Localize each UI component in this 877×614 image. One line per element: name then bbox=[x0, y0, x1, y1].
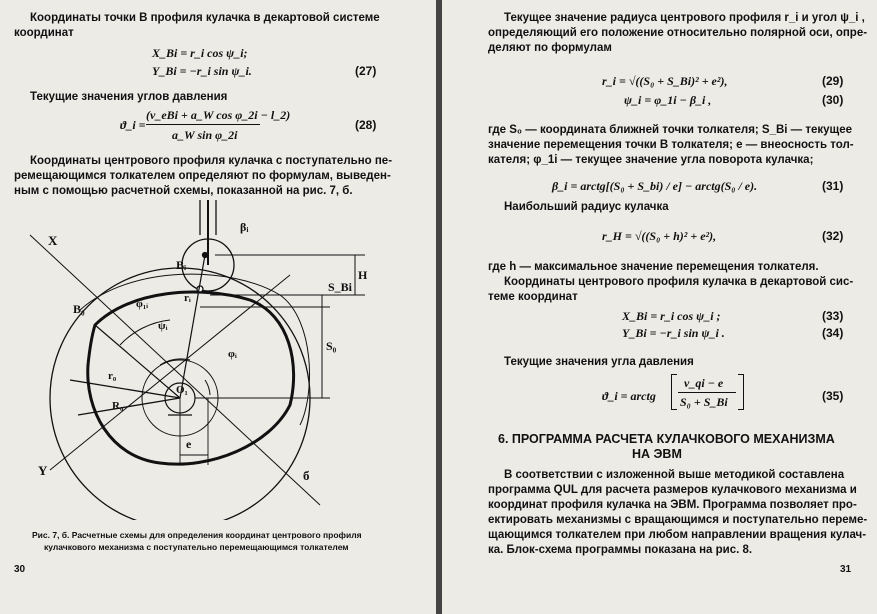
paragraph-line: Наибольший радиус кулачка bbox=[504, 201, 669, 213]
paragraph-line: В соответствии с изложенной выше методикой составлена bbox=[504, 469, 845, 481]
paragraph-line: щающимся толкателем при любом направлении вращения кулач- bbox=[488, 529, 867, 541]
right-page bbox=[442, 0, 877, 614]
equation-27a: X_Bi = r_i cos ψ_i; bbox=[152, 46, 248, 60]
bracket-left bbox=[671, 374, 677, 410]
figure-caption-line: кулачкового механизма с поступательно перемещающимся толкателем bbox=[44, 542, 349, 552]
label-H: H bbox=[358, 268, 368, 282]
section-heading: 6. ПРОГРАММА РАСЧЕТА КУЛАЧКОВОГО МЕХАНИЗМА bbox=[498, 432, 835, 446]
equation-number: (31) bbox=[822, 179, 844, 193]
equation-number: (29) bbox=[822, 74, 844, 88]
radius-ri bbox=[180, 255, 205, 398]
label-psi: ψᵢ bbox=[158, 320, 168, 332]
equation-number: (35) bbox=[822, 389, 844, 403]
equation-number: (28) bbox=[355, 118, 377, 132]
paragraph-line: Координаты центрового профиля кулачка с поступательно пе- bbox=[30, 155, 393, 167]
paragraph-line: кателя; φ_1i — текущее значение угла поворота кулачка; bbox=[488, 154, 814, 166]
paragraph-line: Координаты центрового профиля кулачка в декартовой сис- bbox=[504, 276, 854, 288]
fraction-bar bbox=[146, 124, 260, 125]
label-S0: S₀ bbox=[326, 339, 337, 353]
label-ri: rᵢ bbox=[184, 292, 191, 304]
paragraph-line: Текущее значение радиуса центрового профиля r_i и угол ψ_i , bbox=[504, 12, 865, 24]
page-number: 30 bbox=[14, 564, 26, 575]
label-B0: B₀ bbox=[73, 302, 85, 316]
page-number: 31 bbox=[840, 564, 852, 575]
equation-28-lhs: ϑ_i = bbox=[120, 118, 146, 132]
paragraph-line: теме координат bbox=[488, 291, 578, 303]
paragraph-line: ектировать механизмы с вращающимся и поступательно переме- bbox=[488, 514, 868, 526]
equation-35-lhs: ϑ_i = arctg bbox=[602, 389, 656, 403]
equation-number: (32) bbox=[822, 229, 844, 243]
label-phi: φᵢ bbox=[228, 348, 237, 360]
equation-32: r_H = √((S₀ + h)² + e²), bbox=[602, 229, 717, 243]
equation-number: (27) bbox=[355, 64, 377, 78]
paragraph-line: ка. Блок-схема программы показана на рис. 8. bbox=[488, 544, 753, 556]
equation-28-numerator: (v_eBi + a_W cos φ_2i − l_2) bbox=[146, 108, 291, 122]
equation-27b: Y_Bi = −r_i sin ψ_i. bbox=[152, 64, 252, 78]
equation-30: ψ_i = φ_1i − β_i , bbox=[624, 93, 712, 107]
paragraph-line: где h — максимальное значение перемещения толкателя. bbox=[488, 261, 819, 273]
equation-28-denominator: a_W sin φ_2i bbox=[172, 128, 238, 142]
equation-number: (33) bbox=[822, 309, 844, 323]
angle-arc bbox=[205, 380, 210, 395]
paragraph-line: где S₀ — координата ближней точки толкателя; S_Bi — текущее bbox=[488, 124, 853, 136]
label-beta: βᵢ bbox=[240, 220, 249, 234]
label-Bi: Bᵢ bbox=[176, 258, 187, 272]
label-O1: O₁ bbox=[176, 384, 188, 396]
fraction-bar bbox=[678, 392, 736, 393]
equation-33: X_Bi = r_i cos ψ_i ; bbox=[622, 309, 721, 323]
equation-31: β_i = arctg[(S₀ + S_bi) / e] − arctg(S₀ / e). bbox=[552, 179, 758, 193]
paragraph-line: определяющий его положение относительно полярной оси, опре- bbox=[488, 27, 868, 39]
paragraph-line: ным с помощью расчетной схемы, показанной на рис. 7, б. bbox=[14, 185, 353, 197]
equation-number: (30) bbox=[822, 93, 844, 107]
paragraph-line: программа QUL для расчета размеров кулачкового механизма и bbox=[488, 484, 857, 496]
label-SBi: S_Bi bbox=[328, 280, 353, 294]
paragraph-line: деляют по формулам bbox=[488, 42, 612, 54]
paragraph-line: координат профиля кулачка на ЭВМ. Программа позволяет про- bbox=[488, 499, 857, 511]
radius-r0 bbox=[70, 380, 180, 398]
paragraph-line: Координаты точки B профиля кулачка в декартовой системе bbox=[30, 12, 380, 24]
equation-35-numerator: v_qi − e bbox=[684, 376, 724, 390]
label-b: б bbox=[303, 468, 310, 483]
equation-29: r_i = √((S₀ + S_Bi)² + e²), bbox=[602, 74, 728, 88]
equation-34: Y_Bi = −r_i sin ψ_i . bbox=[622, 326, 725, 340]
label-R0: R₀ bbox=[112, 400, 124, 412]
label-r0: r₀ bbox=[108, 370, 117, 382]
label-X: X bbox=[48, 233, 58, 248]
figure-caption-line: Рис. 7, б. Расчетные схемы для определения координат центрового профиля bbox=[32, 530, 362, 540]
cam-mechanism-diagram bbox=[0, 195, 436, 520]
section-heading: НА ЭВМ bbox=[632, 447, 682, 461]
paragraph-line: ремещающимся толкателем определяют по формулам, выведен- bbox=[14, 170, 391, 182]
label-e: e bbox=[186, 437, 192, 451]
equation-35-denominator: S₀ + S_Bi bbox=[680, 395, 728, 409]
label-phi1i: φ₁ᵢ bbox=[136, 298, 149, 310]
paragraph-line: Текущие значения угла давления bbox=[504, 356, 694, 368]
paragraph-line: Текущие значения углов давления bbox=[30, 91, 228, 103]
paragraph-line: координат bbox=[14, 27, 74, 39]
bracket-right bbox=[738, 374, 744, 410]
left-page bbox=[0, 0, 436, 614]
equation-number: (34) bbox=[822, 326, 844, 340]
label-Y: Y bbox=[38, 463, 48, 478]
paragraph-line: значение перемещения точки B толкателя; e — внеосность тол- bbox=[488, 139, 854, 151]
